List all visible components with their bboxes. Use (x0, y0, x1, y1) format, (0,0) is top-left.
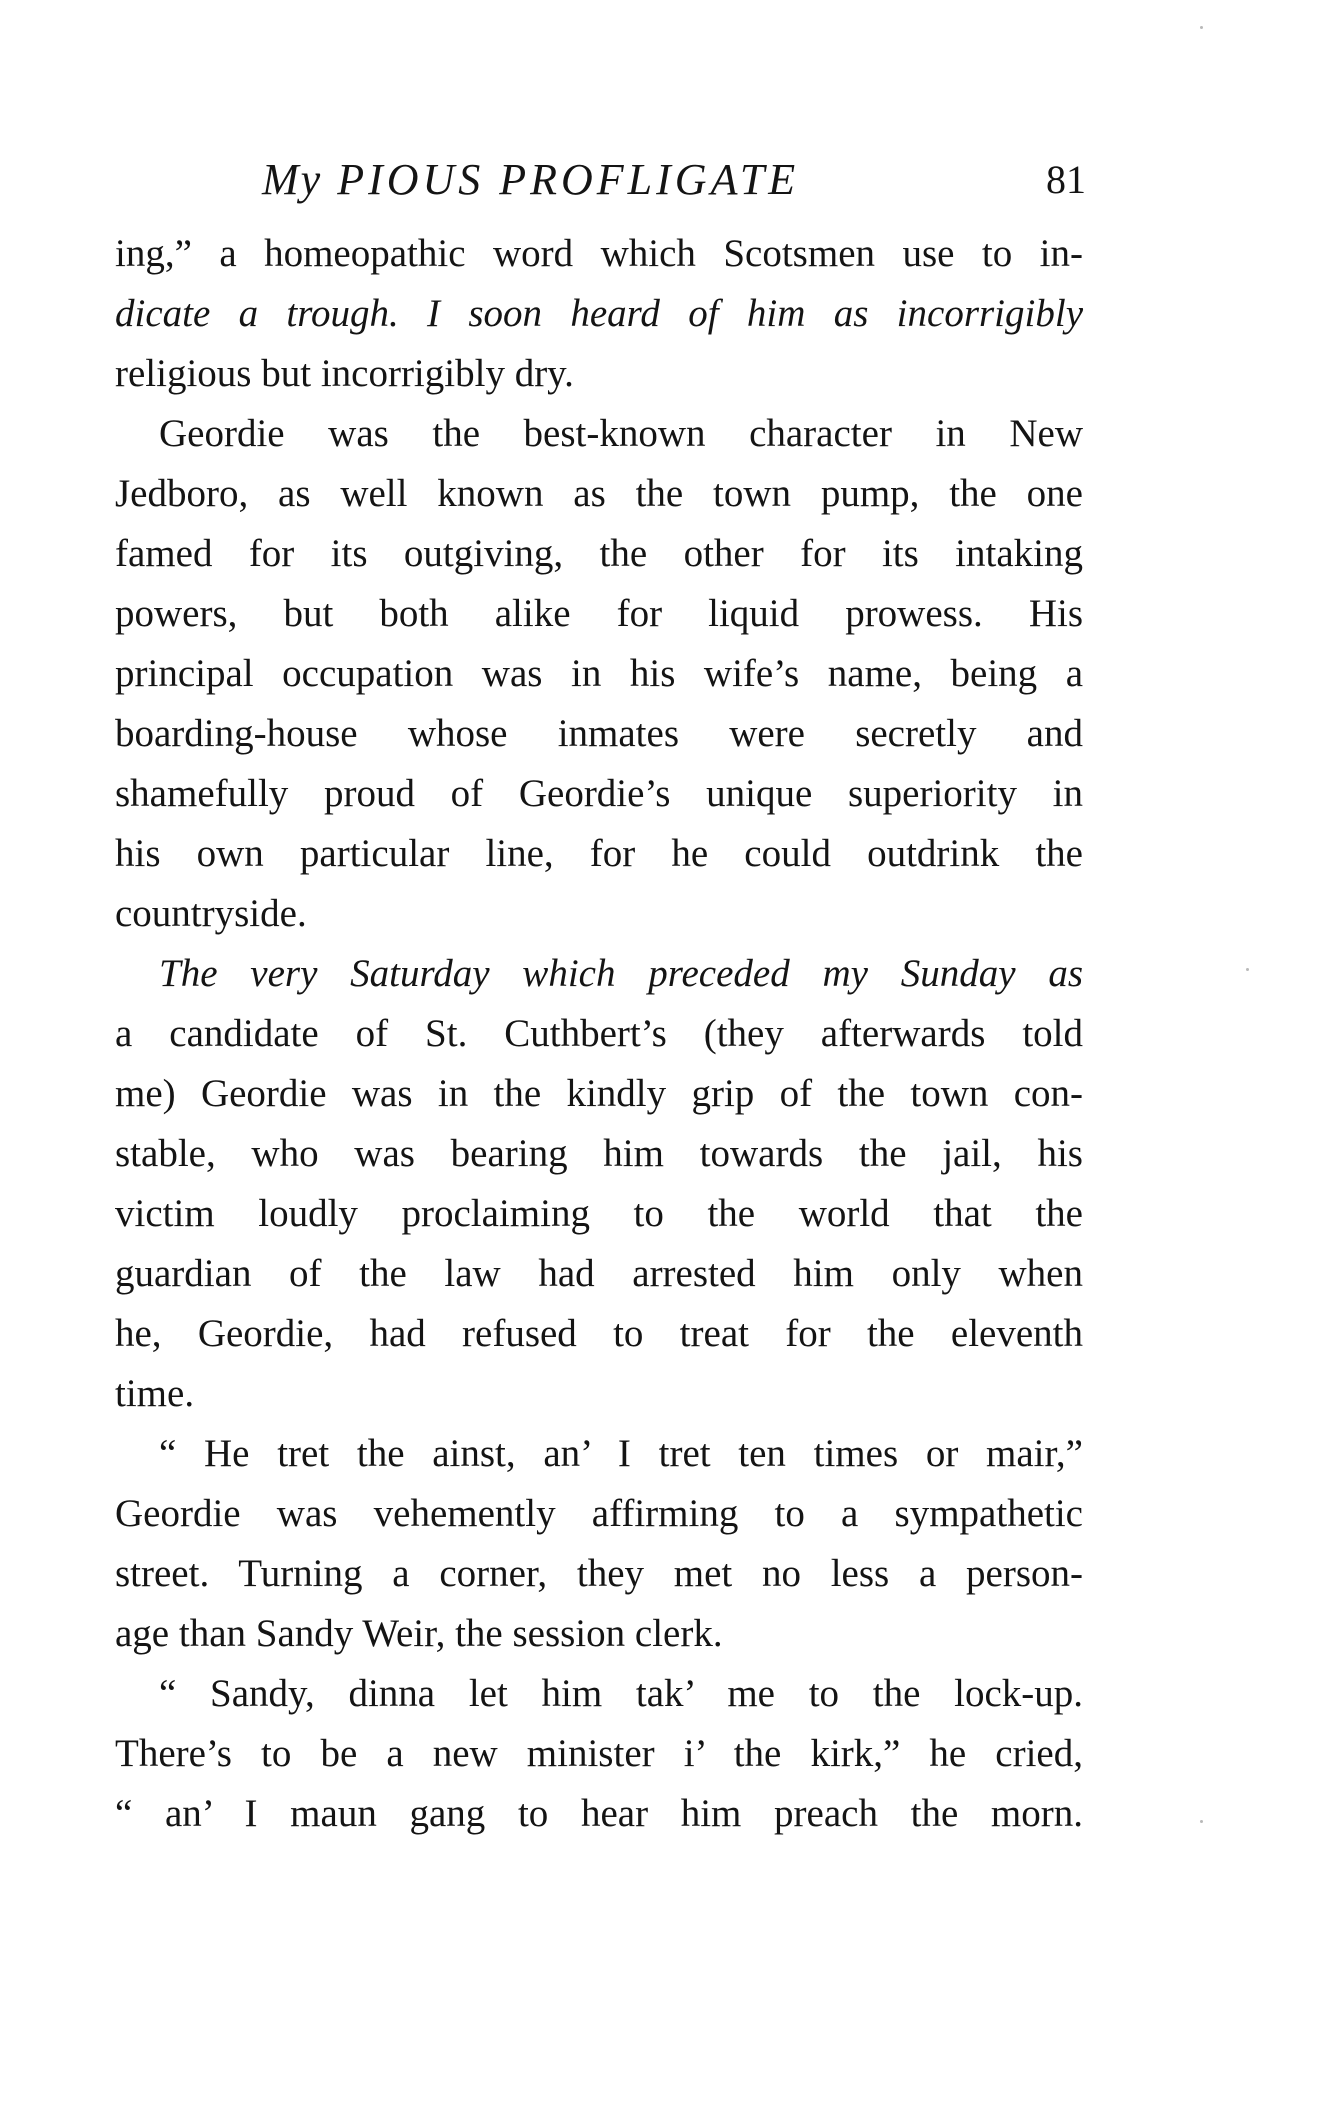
text-line: powers, but both alike for liquid prowess. His (115, 592, 1083, 635)
paragraph-first-line: “ Sandy, dinna let him tak’ me to the lock-up. (159, 1672, 1083, 1715)
text-line: victim loudly proclaiming to the world that the (115, 1192, 1083, 1235)
text-line: dicate a trough. I soon heard of him as incorrigibly (115, 292, 1083, 335)
paragraph-first-line: Geordie was the best-known character in New (159, 412, 1083, 455)
text-line: age than Sandy Weir, the session clerk. (115, 1612, 723, 1655)
running-head-title: PIOUS PROFLIGATE (337, 155, 800, 204)
text-line: countryside. (115, 892, 307, 935)
text-line: his own particular line, for he could outdrink the (115, 832, 1083, 875)
paper-speck (1246, 968, 1249, 971)
text-line: “ an’ I maun gang to hear him preach the morn. (115, 1792, 1083, 1835)
text-line: ing,” a homeopathic word which Scotsmen use to in- (115, 232, 1083, 275)
paragraph-first-line: The very Saturday which preceded my Sunday as (159, 952, 1083, 995)
paper-speck (1200, 1820, 1203, 1823)
text-line: street. Turning a corner, they met no less a person- (115, 1552, 1083, 1595)
text-line: Geordie was vehemently affirming to a sympathetic (115, 1492, 1083, 1535)
text-line: a candidate of St. Cuthbert’s (they afterwards told (115, 1012, 1083, 1055)
running-head (262, 155, 800, 204)
text-line: religious but incorrigibly dry. (115, 352, 574, 395)
text-line: boarding-house whose inmates were secretly and (115, 712, 1083, 755)
text-line: stable, who was bearing him towards the jail, his (115, 1132, 1083, 1175)
text-line: shamefully proud of Geordie’s unique superiority in (115, 772, 1083, 815)
paragraph-first-line: “ He tret the ainst, an’ I tret ten times or mair,” (159, 1432, 1083, 1475)
text-line: time. (115, 1372, 195, 1415)
text-line: me) Geordie was in the kindly grip of the town con- (115, 1072, 1083, 1115)
running-head-lead: My (262, 155, 323, 204)
text-line: guardian of the law had arrested him only when (115, 1252, 1083, 1295)
text-line: he, Geordie, had refused to treat for the eleventh (115, 1312, 1083, 1355)
text-line: famed for its outgiving, the other for its intaking (115, 532, 1083, 575)
page-number: 81 (1046, 157, 1086, 202)
text-line: principal occupation was in his wife’s name, being a (115, 652, 1083, 695)
paper-speck (1200, 26, 1203, 29)
text-line: There’s to be a new minister i’ the kirk,” he cried, (115, 1732, 1083, 1775)
text-line: Jedboro, as well known as the town pump, the one (115, 472, 1083, 515)
